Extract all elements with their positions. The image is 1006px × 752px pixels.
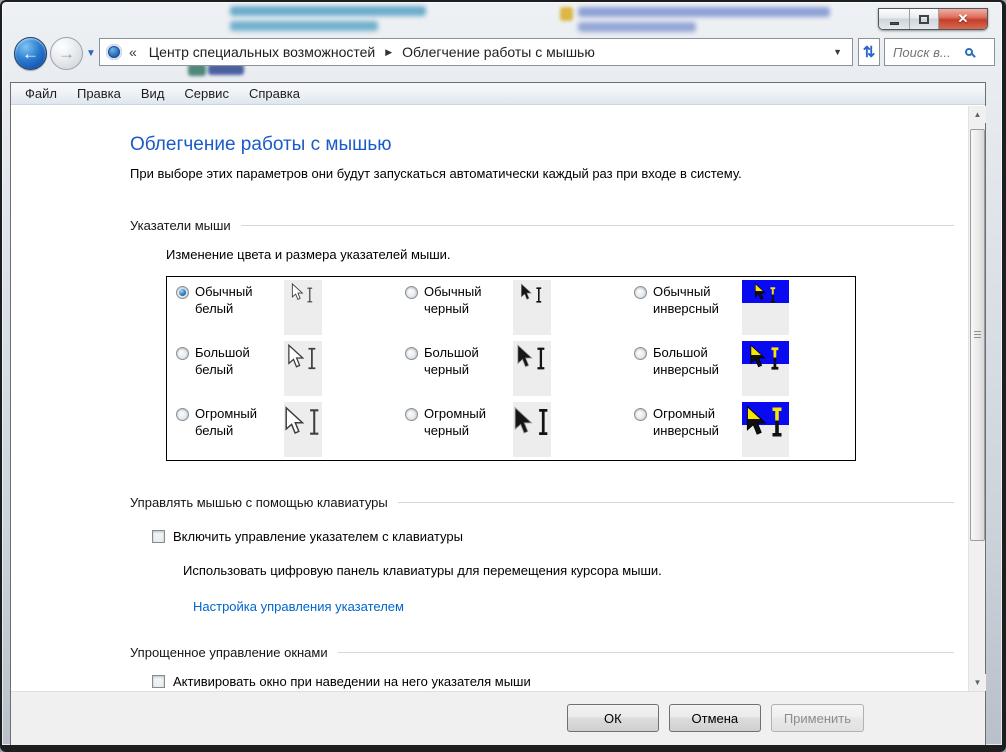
address-dropdown-icon[interactable]: ▼	[833, 47, 842, 57]
option-label	[195, 283, 277, 338]
pointer-preview[interactable]	[284, 341, 322, 396]
page-intro: При выборе этих параметров они будут запускаться автоматически каждый раз при входе в систему.	[130, 166, 742, 181]
pointer-preview[interactable]	[513, 402, 551, 457]
radio-button[interactable]	[176, 286, 189, 299]
menu-file[interactable]: Файл	[25, 86, 57, 101]
section-header-label: Указатели мыши	[130, 218, 231, 233]
search-input[interactable]	[891, 44, 963, 61]
client-area	[10, 82, 986, 746]
option-label	[424, 283, 506, 338]
radio-button[interactable]	[634, 347, 647, 360]
option-label	[653, 405, 735, 460]
option-label-line2: инверсный	[653, 423, 719, 438]
vertical-scrollbar[interactable]	[968, 106, 985, 691]
glass-blur-fragment	[578, 22, 696, 32]
scrollbar-grip	[974, 331, 981, 339]
ibeam-cursor-icon	[535, 407, 551, 437]
pointer-preview[interactable]	[742, 402, 789, 457]
glass-blur-fragment	[560, 7, 573, 21]
mouse-keys-checkbox-row[interactable]	[152, 529, 463, 544]
pointers-caption: Изменение цвета и размера указателей мыши.	[166, 247, 451, 262]
ibeam-cursor-icon	[305, 347, 319, 370]
arrow-cursor-icon	[749, 344, 767, 369]
option-label-line1: Огромный	[195, 406, 258, 421]
section-rule	[398, 502, 954, 503]
option-label	[424, 344, 506, 399]
pointer-option-extra-large-white[interactable]	[167, 399, 396, 460]
close-button[interactable]	[939, 9, 987, 29]
option-label	[653, 344, 735, 399]
menu-bar	[11, 83, 985, 105]
pointer-option-regular-white[interactable]	[167, 277, 396, 338]
section-header-label: Упрощенное управление окнами	[130, 645, 328, 660]
forward-button[interactable]: →	[50, 37, 83, 70]
minimize-icon	[890, 22, 899, 25]
history-dropdown-icon[interactable]: ▼	[86, 48, 96, 59]
option-label-line1: Обычный	[195, 284, 253, 299]
radio-button[interactable]	[405, 408, 418, 421]
checkbox[interactable]	[152, 675, 165, 688]
page-content	[11, 106, 968, 691]
ibeam-cursor-icon	[534, 347, 548, 370]
breadcrumb-item[interactable]: Облегчение работы с мышью	[402, 44, 595, 60]
option-label-line2: инверсный	[653, 362, 719, 377]
pointer-settings-link[interactable]: Настройка управления указателем	[193, 599, 404, 614]
footer-buttons	[567, 704, 864, 732]
menu-tools[interactable]: Сервис	[184, 86, 229, 101]
option-label-line1: Огромный	[424, 406, 487, 421]
mouse-keys-note: Использовать цифровую панель клавиатуры для перемещения курсора мыши.	[183, 563, 662, 578]
pointer-preview[interactable]	[284, 280, 322, 335]
option-label	[195, 344, 277, 399]
option-label-line1: Огромный	[653, 406, 716, 421]
option-label-line2: инверсный	[653, 301, 719, 316]
pointer-preview[interactable]	[742, 341, 789, 396]
option-label-line2: белый	[195, 423, 234, 438]
breadcrumb-item[interactable]: Центр специальных возможностей	[148, 44, 376, 60]
pointer-option-regular-black[interactable]	[396, 277, 625, 338]
search-box[interactable]	[884, 38, 995, 66]
radio-button[interactable]	[176, 347, 189, 360]
radio-button[interactable]	[176, 408, 189, 421]
maximize-button[interactable]	[910, 9, 939, 29]
arrow-cursor-icon	[745, 405, 767, 437]
pointer-options-grid	[166, 276, 856, 461]
section-header-pointers	[130, 218, 954, 233]
caption-button-group	[878, 8, 988, 30]
radio-button[interactable]	[634, 408, 647, 421]
option-label-line1: Обычный	[653, 284, 711, 299]
option-label-line1: Обычный	[424, 284, 482, 299]
pointer-option-large-black[interactable]	[396, 338, 625, 399]
section-rule	[338, 652, 954, 653]
navigation-bar	[2, 32, 1002, 80]
option-label	[195, 405, 277, 460]
glass-blur-fragment	[230, 21, 378, 31]
pointer-preview[interactable]	[513, 341, 551, 396]
cancel-button[interactable]: Отмена	[669, 704, 761, 732]
pointer-preview[interactable]	[742, 280, 789, 335]
pointer-option-regular-inverse[interactable]	[625, 277, 854, 338]
glass-blur-fragment	[230, 6, 426, 16]
option-label	[653, 283, 735, 338]
ibeam-cursor-icon	[306, 407, 322, 437]
menu-view[interactable]: Вид	[140, 86, 165, 101]
option-label-line1: Большой	[195, 345, 250, 360]
arrow-cursor-icon	[513, 405, 534, 437]
menu-help[interactable]: Справка	[248, 86, 300, 101]
hover-activate-checkbox-row[interactable]	[152, 674, 531, 689]
option-label	[424, 405, 506, 460]
pointer-option-extra-large-black[interactable]	[396, 399, 625, 460]
page-title: Облегчение работы с мышью	[130, 134, 392, 155]
ibeam-cursor-icon	[768, 347, 782, 370]
ibeam-cursor-icon	[534, 287, 544, 303]
ease-of-access-icon	[106, 44, 122, 60]
maximize-icon	[919, 15, 929, 24]
checkbox-label: Активировать окно при наведении на него указателя мыши	[173, 674, 531, 689]
apply-button: Применить	[771, 704, 864, 732]
checkbox[interactable]	[152, 530, 165, 543]
option-label-line1: Большой	[653, 345, 708, 360]
ibeam-cursor-icon	[305, 287, 315, 303]
radio-button[interactable]	[634, 286, 647, 299]
arrow-cursor-icon	[754, 283, 767, 301]
scrollbar-thumb[interactable]	[970, 129, 985, 541]
scroll-up-icon[interactable]: ▲	[969, 106, 986, 123]
option-label-line2: черный	[424, 301, 470, 316]
section-header-label: Управлять мышью с помощью клавиатуры	[130, 495, 388, 510]
checkbox-label: Включить управление указателем с клавиатуры	[173, 529, 463, 544]
pointer-preview[interactable]	[284, 402, 322, 457]
arrow-cursor-icon	[291, 283, 304, 301]
breadcrumb-overflow-chevron[interactable]: «	[129, 44, 137, 60]
back-button[interactable]: ←	[14, 37, 47, 70]
ibeam-cursor-icon	[768, 407, 786, 437]
footer-bar	[11, 691, 985, 745]
option-label-line1: Большой	[424, 345, 479, 360]
arrow-cursor-icon	[516, 344, 534, 369]
option-label-line2: белый	[195, 362, 234, 377]
section-header-keyboard-control	[130, 495, 954, 510]
option-label-line2: белый	[195, 301, 234, 316]
magnifier-icon	[965, 48, 973, 56]
radio-button[interactable]	[405, 286, 418, 299]
pointer-option-large-inverse[interactable]	[625, 338, 854, 399]
refresh-button[interactable]: ⇅	[858, 38, 880, 66]
option-label-line2: черный	[424, 362, 470, 377]
option-label-line2: черный	[424, 423, 470, 438]
ibeam-cursor-icon	[768, 287, 778, 303]
arrow-cursor-icon	[287, 344, 305, 369]
radio-button[interactable]	[405, 347, 418, 360]
section-header-window-management	[130, 645, 954, 660]
pointer-option-extra-large-inverse[interactable]	[625, 399, 854, 460]
address-bar[interactable]	[99, 38, 853, 66]
scroll-down-icon[interactable]: ▼	[969, 674, 986, 691]
minimize-button[interactable]	[879, 9, 910, 29]
close-icon: ✕	[957, 11, 969, 26]
menu-edit[interactable]: Правка	[76, 86, 121, 101]
glass-blur-fragment	[578, 7, 830, 17]
pointer-option-large-white[interactable]	[167, 338, 396, 399]
arrow-cursor-icon	[284, 405, 305, 437]
ok-button[interactable]: ОК	[567, 704, 659, 732]
breadcrumb-separator-icon[interactable]: ▶	[385, 46, 393, 57]
arrow-cursor-icon	[520, 283, 533, 301]
section-rule	[241, 225, 954, 226]
pointer-preview[interactable]	[513, 280, 551, 335]
